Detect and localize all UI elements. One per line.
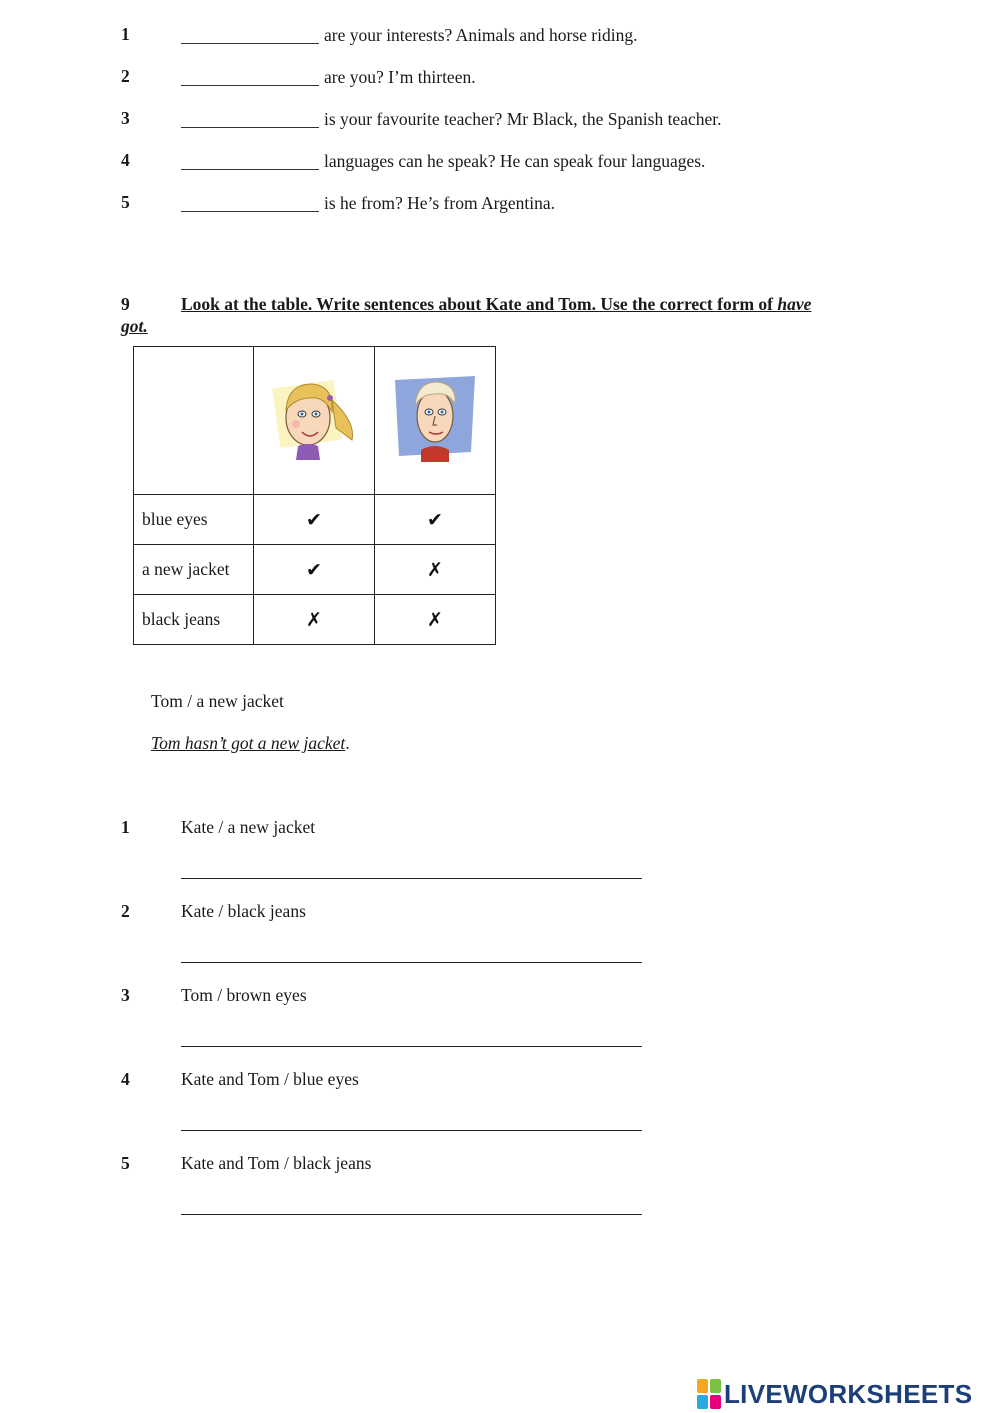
cross-mark: ✗ bbox=[306, 608, 322, 631]
question-prompt: Kate / black jeans bbox=[181, 901, 306, 921]
gapfill-item bbox=[121, 24, 130, 45]
item-number: 3 bbox=[121, 108, 130, 128]
sentence-text: are your interests? Animals and horse riding. bbox=[324, 25, 638, 45]
question-number: 1 bbox=[121, 817, 130, 837]
item-number: 5 bbox=[121, 192, 130, 212]
answer-blank[interactable] bbox=[181, 192, 319, 212]
sentence-text: languages can he speak? He can speak four languages. bbox=[324, 151, 706, 171]
answer-blank[interactable] bbox=[181, 66, 319, 86]
table-row bbox=[134, 495, 496, 545]
gapfill-sentence bbox=[181, 150, 705, 172]
question-prompt: Kate and Tom / blue eyes bbox=[181, 1069, 359, 1089]
logo-text: LIVEWORKSHEETS bbox=[724, 1378, 973, 1409]
gapfill-item bbox=[121, 150, 130, 171]
check-mark: ✔ bbox=[306, 558, 322, 581]
check-mark: ✔ bbox=[427, 508, 443, 531]
sentence-text: is he from? He’s from Argentina. bbox=[324, 193, 556, 213]
instruction-italic: got. bbox=[121, 316, 148, 336]
tom-avatar-image bbox=[387, 370, 483, 466]
gapfill-item bbox=[121, 66, 130, 87]
example-answer-text: Tom hasn’t got a new jacket bbox=[151, 733, 346, 753]
question-number: 5 bbox=[121, 1153, 130, 1173]
gapfill-item bbox=[121, 192, 130, 213]
exercise-instruction bbox=[181, 294, 811, 315]
exercise-number: 9 bbox=[121, 294, 130, 314]
answer-blank[interactable] bbox=[181, 108, 319, 128]
example-prompt: Tom / a new jacket bbox=[151, 691, 284, 711]
row-label: black jeans bbox=[134, 595, 254, 645]
exercise-instruction-cont bbox=[121, 316, 148, 337]
question-number: 4 bbox=[121, 1069, 130, 1089]
logo-blocks-icon bbox=[697, 1379, 721, 1409]
gapfill-sentence bbox=[181, 108, 722, 130]
liveworksheets-logo bbox=[697, 1377, 997, 1411]
question-prompt: Tom / brown eyes bbox=[181, 985, 307, 1005]
kate-picture-cell bbox=[254, 347, 375, 495]
gapfill-sentence bbox=[181, 66, 476, 88]
question-number: 2 bbox=[121, 901, 130, 921]
answer-line[interactable] bbox=[181, 878, 642, 879]
comparison-table bbox=[133, 346, 496, 645]
answer-line[interactable] bbox=[181, 1214, 642, 1215]
example-answer bbox=[151, 733, 350, 754]
cross-mark: ✗ bbox=[427, 608, 443, 631]
answer-line[interactable] bbox=[181, 962, 642, 963]
sentence-text: is your favourite teacher? Mr Black, the Spanish teacher. bbox=[324, 109, 722, 129]
instruction-text: Look at the table. Write sentences about Kate and Tom. Use the correct form of bbox=[181, 294, 778, 314]
answer-blank[interactable] bbox=[181, 150, 319, 170]
table-row bbox=[134, 545, 496, 595]
table-row bbox=[134, 595, 496, 645]
row-label: a new jacket bbox=[134, 545, 254, 595]
question-prompt: Kate / a new jacket bbox=[181, 817, 316, 837]
gapfill-item bbox=[121, 108, 130, 129]
answer-blank[interactable] bbox=[181, 24, 319, 44]
cross-mark: ✗ bbox=[427, 558, 443, 581]
gapfill-sentence bbox=[181, 24, 637, 46]
table-header-row bbox=[134, 347, 496, 495]
instruction-italic: have bbox=[777, 294, 812, 314]
row-label: blue eyes bbox=[134, 495, 254, 545]
item-number: 2 bbox=[121, 66, 130, 86]
answer-line[interactable] bbox=[181, 1130, 642, 1131]
question-number: 3 bbox=[121, 985, 130, 1005]
empty-header-cell bbox=[134, 347, 254, 495]
item-number: 4 bbox=[121, 150, 130, 170]
item-number: 1 bbox=[121, 24, 130, 44]
check-mark: ✔ bbox=[306, 508, 322, 531]
example-period: . bbox=[345, 733, 350, 753]
gapfill-sentence bbox=[181, 192, 555, 214]
question-prompt: Kate and Tom / black jeans bbox=[181, 1153, 372, 1173]
answer-line[interactable] bbox=[181, 1046, 642, 1047]
kate-avatar-image bbox=[266, 370, 362, 466]
tom-picture-cell bbox=[375, 347, 496, 495]
sentence-text: are you? I’m thirteen. bbox=[324, 67, 476, 87]
